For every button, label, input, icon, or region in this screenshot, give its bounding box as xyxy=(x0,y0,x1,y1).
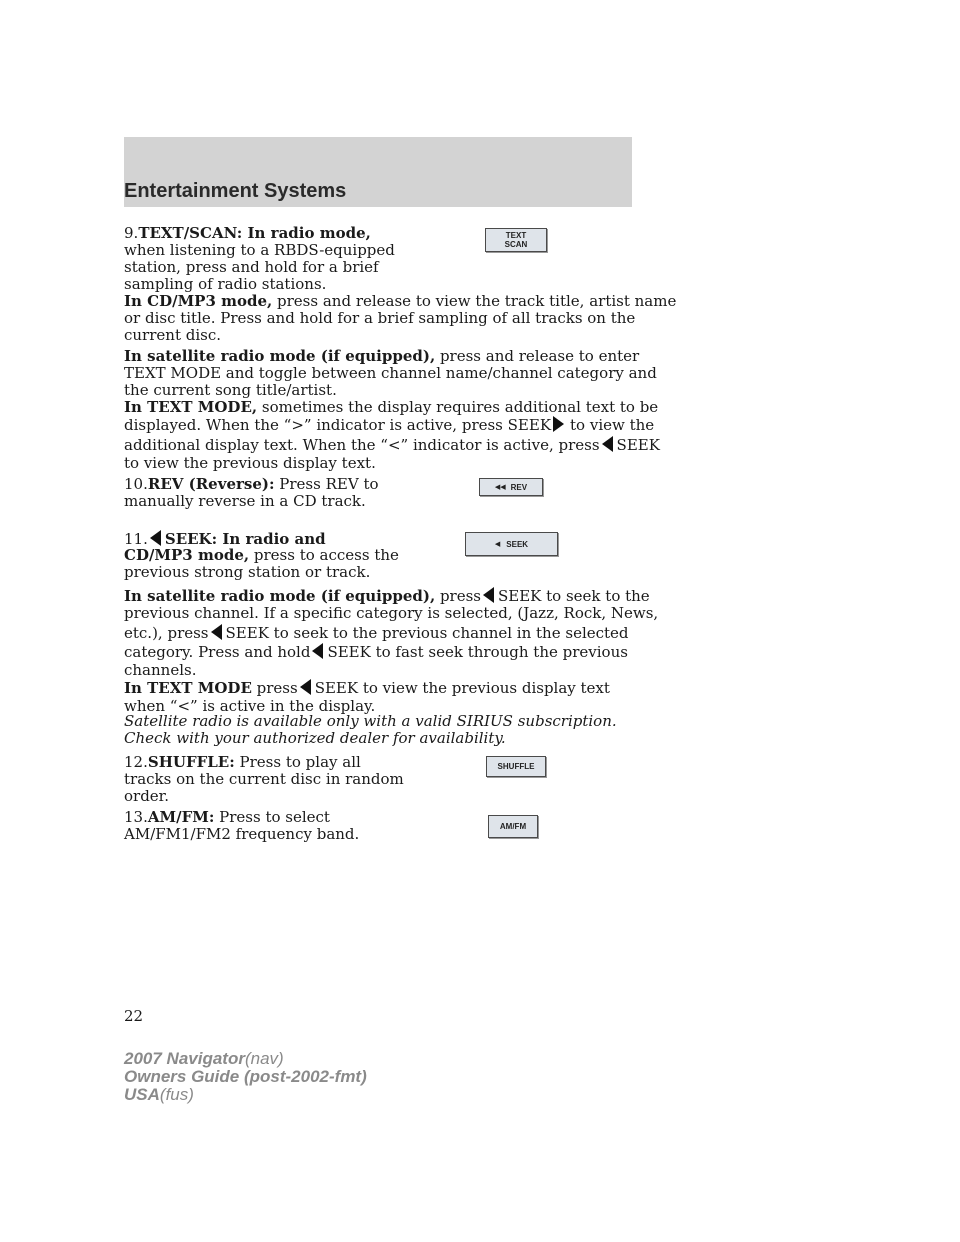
item13-line2: AM/FM1/FM2 frequency band. xyxy=(124,825,360,843)
item-title: TEXT/SCAN: In radio mode, xyxy=(138,224,371,242)
seek-back-icon xyxy=(211,624,222,640)
rev-button xyxy=(479,478,543,496)
item-title: REV (Reverse): xyxy=(147,475,275,493)
item-number: 11. xyxy=(124,530,148,548)
seek-label: SEEK xyxy=(506,539,529,549)
item12-line3: order. xyxy=(124,787,169,805)
item12-line1 xyxy=(124,754,361,771)
text-scan-button xyxy=(485,228,547,252)
item9-cd-line2: or disc title. Press and hold for a brief sampling of all tracks on the xyxy=(124,309,636,327)
footer-region: USA xyxy=(124,1085,160,1104)
tm-line2b: to view the xyxy=(570,416,655,434)
sat-line4a: category. Press and hold xyxy=(124,643,311,661)
item9-tm-line2 xyxy=(124,416,654,434)
tm-line2a: displayed. When the “>” indicator is active, press SEEK xyxy=(124,416,552,434)
text-mode-label: In TEXT MODE xyxy=(124,679,252,697)
cd-mode-label: In CD/MP3 mode, xyxy=(124,292,273,310)
item10-line1 xyxy=(124,476,379,493)
text-mode-text: sometimes the display requires additional text to be xyxy=(261,398,659,416)
sirius-note-2: Check with your authorized dealer for availability. xyxy=(124,729,506,747)
item11-note-line2 xyxy=(124,730,506,747)
item9-sat-line2: TEXT MODE and toggle between channel name/channel category and xyxy=(124,364,657,382)
item11-sat-line5: channels. xyxy=(124,661,197,679)
item11-tm-line2: when “<” is active in the display. xyxy=(124,697,376,715)
sat-line3b: SEEK to seek to the previous channel in the selected xyxy=(225,624,629,642)
item-number: 9. xyxy=(124,224,139,242)
text-scan-label-2: SCAN xyxy=(504,240,528,249)
seek-back-icon xyxy=(483,587,494,603)
rev-label: REV xyxy=(510,482,528,492)
footer-region-code: (fus) xyxy=(159,1085,194,1104)
item-title: SHUFFLE: xyxy=(147,753,235,771)
seek-forward-icon xyxy=(553,416,564,432)
item9-tm-line1 xyxy=(124,399,658,416)
item11-sat-line3 xyxy=(124,624,629,642)
item11-tm-line1 xyxy=(124,679,610,697)
item9-tm-line3 xyxy=(124,436,660,454)
item11-note-line1 xyxy=(124,713,617,730)
cd-mode-text: press and release to view the track title, artist name xyxy=(277,292,677,310)
sat-mode-label: In satellite radio mode (if equipped), xyxy=(124,587,436,605)
tm-line3a: additional display text. When the “<” indicator is active, press xyxy=(124,436,600,454)
shuffle-label: SHUFFLE xyxy=(497,762,535,771)
footer-line2 xyxy=(124,1068,367,1086)
item-title: SEEK: In radio and xyxy=(164,530,326,548)
item-text: Press REV to xyxy=(279,475,379,493)
seek-button xyxy=(465,532,558,556)
seek-back-icon xyxy=(300,679,311,695)
item9-line1 xyxy=(124,225,371,242)
item9-tm-line4: to view the previous display text. xyxy=(124,454,376,472)
item-number: 13. xyxy=(124,808,148,826)
sat-line3a: etc.), press xyxy=(124,624,209,642)
footer-line1 xyxy=(124,1050,367,1068)
cd-mode-label: CD/MP3 mode, xyxy=(124,546,250,564)
item-text: Press to play all xyxy=(239,753,361,771)
section-title: Entertainment Systems xyxy=(124,180,347,202)
press-text: press xyxy=(256,679,298,697)
item10-line2: manually reverse in a CD track. xyxy=(124,492,366,510)
sat-line4b: SEEK to fast seek through the previous xyxy=(327,643,628,661)
item12-line2: tracks on the current disc in random xyxy=(124,770,404,788)
seek-back-icon xyxy=(312,643,323,659)
tm-line3b: SEEK xyxy=(616,436,660,454)
item9-cd-line1 xyxy=(124,293,676,310)
footer-model-code: (nav) xyxy=(244,1049,284,1068)
footer-guide: Owners Guide (post-2002-fmt) xyxy=(124,1067,367,1086)
item9-line3: station, press and hold for a brief xyxy=(124,258,379,276)
sirius-note-1: Satellite radio is available only with a valid SIRIUS subscription. xyxy=(124,712,617,730)
amfm-label: AM/FM xyxy=(499,822,527,831)
item13-line1 xyxy=(124,809,330,826)
text-scan-label-1: TEXT xyxy=(505,231,527,240)
press-text: press xyxy=(439,587,481,605)
rewind-icon: ◀◀ xyxy=(494,483,506,491)
item11-line2 xyxy=(124,547,399,564)
text-mode-text: SEEK to view the previous display text xyxy=(314,679,610,697)
cd-mode-text: press to access the xyxy=(253,546,399,564)
item11-line3: previous strong station or track. xyxy=(124,563,371,581)
shuffle-button xyxy=(486,756,546,777)
item11-sat-line4 xyxy=(124,643,628,661)
seek-back-icon xyxy=(602,436,613,452)
footer-line3 xyxy=(124,1086,367,1104)
footer xyxy=(124,1050,367,1104)
sat-mode-text: press and release to enter xyxy=(439,347,640,365)
item9-line4: sampling of radio stations. xyxy=(124,275,327,293)
item-number: 12. xyxy=(124,753,148,771)
item-number: 10. xyxy=(124,475,148,493)
item-text: Press to select xyxy=(219,808,330,826)
amfm-button xyxy=(488,815,538,838)
item11-sat-line2: previous channel. If a specific category is selected, (Jazz, Rock, News, xyxy=(124,604,659,622)
item9-cd-line3: current disc. xyxy=(124,326,222,344)
item9-sat-line3: the current song title/artist. xyxy=(124,381,337,399)
seek-back-icon xyxy=(150,530,161,546)
sat-mode-label: In satellite radio mode (if equipped), xyxy=(124,347,436,365)
item9-sat-line1 xyxy=(124,348,639,365)
sat-mode-text: SEEK to seek to the xyxy=(498,587,650,605)
text-mode-label: In TEXT MODE, xyxy=(124,398,258,416)
item9-line2: when listening to a RBDS-equipped xyxy=(124,241,395,259)
footer-model: 2007 Navigator xyxy=(124,1049,245,1068)
item-title: AM/FM: xyxy=(147,808,215,826)
item11-sat-line1 xyxy=(124,587,650,605)
seek-back-icon: ◀ xyxy=(494,540,501,548)
page-number: 22 xyxy=(124,1007,144,1025)
